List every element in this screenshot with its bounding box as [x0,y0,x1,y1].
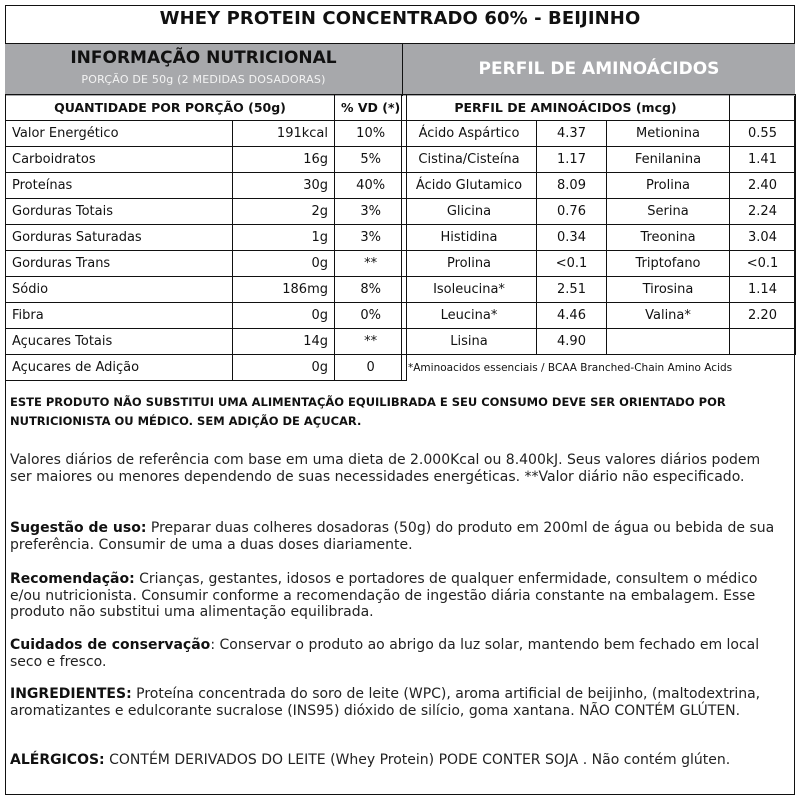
nutrition-header [5,43,402,96]
amino-value: <0.1 [730,251,796,277]
storage-text [10,637,780,670]
nutrition-row [6,225,407,251]
nutrient-qty: 30g [233,173,335,199]
usage-label: Sugestão de uso: [10,520,147,536]
amino-value: 0.34 [537,225,607,251]
nutrition-header-title: INFORMAÇÃO NUTRICIONAL [70,48,337,68]
nutrient-vd: ** [335,329,407,355]
recommendation-text [10,571,780,621]
amino-row [402,303,796,329]
nutrition-table-header [6,95,407,121]
amino-name: Metionina [607,121,730,147]
nutrient-qty: 14g [233,329,335,355]
usage-body: Preparar duas colheres dosadoras (50g) do produto em 200ml de água ou bebida de sua preferência. Consumir de uma a duas doses diariamente. [10,520,775,553]
nutrient-qty: 186mg [233,277,335,303]
nutrition-row [6,199,407,225]
amino-value: 2.20 [730,303,796,329]
nutrition-row [6,121,407,147]
amino-name: Leucina* [402,303,537,329]
warning-text: ESTE PRODUTO NÃO SUBSTITUI UMA ALIMENTAÇÃO EQUILIBRADA E SEU CONSUMO DEVE SER ORIENTADO POR NUTRICIONISTA OU MÉDICO. SEM ADIÇÃO DE AÇUCAR. [10,395,726,428]
amino-row [402,277,796,303]
amino-value: 4.37 [537,121,607,147]
nutrient-name: Sódio [6,277,233,303]
nutrient-name: Proteínas [6,173,233,199]
allergens-label: ALÉRGICOS: [10,752,105,768]
amino-row [402,251,796,277]
nutrient-vd: 10% [335,121,407,147]
amino-name [607,329,730,355]
amino-row [402,147,796,173]
nutrient-name: Gorduras Totais [6,199,233,225]
col-vd: % VD (*) [335,95,407,121]
nutrient-vd: 40% [335,173,407,199]
amino-row [402,173,796,199]
amino-name: Serina [607,199,730,225]
nutrient-vd: 0% [335,303,407,329]
amino-value: <0.1 [537,251,607,277]
recommendation-body: Crianças, gestantes, idosos e portadores de qualquer enfermidade, consultem o médico e/ou nutricionista. Consumir conforme a recomendação de ingestão diária constante na embalagem. Esse produto não substitui uma alimentação equilibrada. [10,571,758,620]
nutrient-vd: ** [335,251,407,277]
amino-footnote: *Aminoacidos essenciais / BCAA Branched-Chain Amino Acids [402,355,796,381]
amino-row [402,121,796,147]
amino-name: Cistina/Cisteína [402,147,537,173]
nutrient-qty: 0g [233,251,335,277]
storage-label: Cuidados de conservação [10,637,211,653]
amino-header-title: PERFIL DE AMINOÁCIDOS [478,59,720,79]
amino-value: 1.41 [730,147,796,173]
col-quantity: QUANTIDADE POR PORÇÃO (50g) [6,95,335,121]
amino-subheader: PERFIL DE AMINOÁCIDOS (mcg) [402,95,730,121]
amino-name: Tirosina [607,277,730,303]
nutrition-row [6,251,407,277]
nutrient-name: Valor Energético [6,121,233,147]
nutrient-vd: 5% [335,147,407,173]
nutrition-row [6,303,407,329]
nutrition-row [6,277,407,303]
amino-value: 2.51 [537,277,607,303]
nutrient-qty: 0g [233,303,335,329]
nutrient-name: Gorduras Saturadas [6,225,233,251]
amino-row [402,199,796,225]
amino-name: Isoleucina* [402,277,537,303]
amino-name: Treonina [607,225,730,251]
amino-value: 2.40 [730,173,796,199]
usage-text [10,520,780,553]
amino-value: 4.90 [537,329,607,355]
nutrition-row [6,355,407,381]
allergens-body: CONTÉM DERIVADOS DO LEITE (Whey Protein) PODE CONTER SOJA . Não contém glúten. [104,752,731,768]
nutrient-qty: 16g [233,147,335,173]
amino-value: 2.24 [730,199,796,225]
nutrient-qty: 191kcal [233,121,335,147]
amino-value [730,329,796,355]
amino-table [401,94,796,381]
nutrient-name: Açucares de Adição [6,355,233,381]
amino-name: Triptofano [607,251,730,277]
amino-value: 0.55 [730,121,796,147]
amino-name: Valina* [607,303,730,329]
amino-row [402,225,796,251]
product-title: WHEY PROTEIN CONCENTRADO 60% - BEIJINHO [159,8,641,29]
nutrition-row [6,173,407,199]
amino-value: 1.17 [537,147,607,173]
amino-value: 3.04 [730,225,796,251]
amino-row [402,329,796,355]
nutrient-name: Gorduras Trans [6,251,233,277]
amino-table-header [402,95,796,121]
amino-name: Ácido Aspártico [402,121,537,147]
amino-name: Prolina [607,173,730,199]
nutrient-name: Carboidratos [6,147,233,173]
amino-name: Fenilanina [607,147,730,173]
amino-name: Histidina [402,225,537,251]
nutrition-row [6,329,407,355]
nutrient-name: Açucares Totais [6,329,233,355]
nutrient-vd: 3% [335,225,407,251]
amino-name: Glicina [402,199,537,225]
nutrient-vd: 0 [335,355,407,381]
amino-header [402,43,795,96]
nutrient-vd: 3% [335,199,407,225]
allergens-text [10,752,780,769]
nutrition-table [5,94,407,381]
amino-value: 8.09 [537,173,607,199]
serving-size: PORÇÃO DE 50g (2 MEDIDAS DOSADORAS) [81,73,326,86]
amino-value: 0.76 [537,199,607,225]
amino-footnote-row [402,355,796,381]
daily-values-text: Valores diários de referência com base em uma dieta de 2.000Kcal ou 8.400kJ. Seus valores diários podem ser maiores ou menores dependendo de suas necessidades energéticas. **Valor diário não especificado. [10,452,761,485]
nutrient-qty: 0g [233,355,335,381]
nutrient-name: Fibra [6,303,233,329]
nutrient-qty: 1g [233,225,335,251]
ingredients-text [10,686,780,719]
amino-subheader-empty [730,95,796,121]
amino-name: Prolina [402,251,537,277]
recommendation-label: Recomendação: [10,571,135,587]
ingredients-label: INGREDIENTES: [10,686,132,702]
ingredients-body: Proteína concentrada do soro de leite (WPC), aroma artificial de beijinho, (maltodextrina, aromatizantes e edulcorante sucralose (INS95) dióxido de silício, goma xantana. NÃO CONTÉM GLÚTEN. [10,686,761,719]
nutrient-qty: 2g [233,199,335,225]
amino-value: 1.14 [730,277,796,303]
amino-value: 4.46 [537,303,607,329]
nutrition-row [6,147,407,173]
amino-name: Lisina [402,329,537,355]
nutrient-vd: 8% [335,277,407,303]
amino-name: Ácido Glutamico [402,173,537,199]
storage-body: : Conservar o produto ao abrigo da luz solar, mantendo bem fechado em local seco e fresco. [10,637,760,670]
